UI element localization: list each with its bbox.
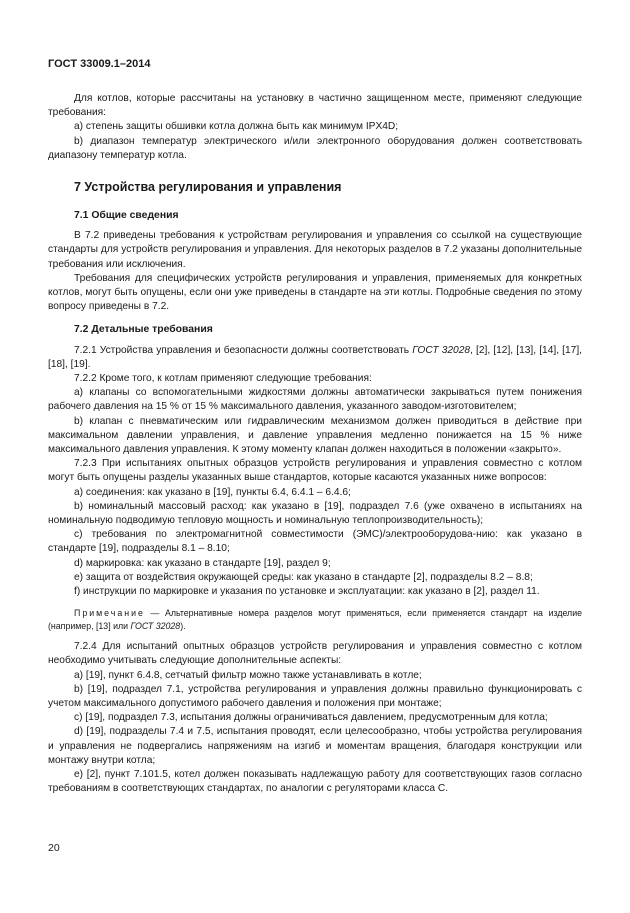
list-item: d) [19], подразделы 7.4 и 7.5, испытания проводят, если целесообразно, чтобы устройства регулирования и управления не подвергались напряжениям на изгиб и моментам вращения, благодаря конструкции или монтажу внутри котла; — [48, 726, 582, 766]
paragraph-text: , [2], [12], [13], [14], [17], [18], [19]. — [48, 344, 582, 370]
list-item: f) инструкции по маркировке и указания по установке и эксплуатации: как указано в [2], раздел 11. — [74, 586, 540, 598]
note-text: ). — [180, 620, 186, 631]
list-item: c) требования по электромагнитной совместимости (ЭМС)/электрооборудова-нию: как указано в стандарте [19], подразделы 8.1 – 8.10; — [48, 529, 582, 555]
standard-reference: ГОСТ 32028 — [412, 344, 471, 356]
list-item: a) степень защиты обшивки котла должна быть как минимум IPX4D; — [74, 121, 399, 133]
list-item: b) клапан с пневматическим или гидравлическим механизмом должен приводиться в действие при максимальном давлении управления, и давление управления медленно понижается на 15 % ниже максимального давления управления. К этому моменту клапан должен находиться в положении «закрыто». — [48, 415, 582, 456]
subsection-heading: 7.2 Детальные требования — [74, 324, 213, 336]
section-heading: 7 Устройства регулирования и управления — [74, 180, 342, 195]
paragraph-text: 7.2.1 Устройства управления и безопасности должны соответствовать — [74, 344, 413, 356]
paragraph: 7.2.4 Для испытаний опытных образцов устройств регулирования и управления совместно с котлом необходимо учитывать следующие дополнительные аспекты: — [48, 641, 582, 667]
paragraph: 7.2.2 Кроме того, к котлам применяют следующие требования: — [74, 373, 372, 385]
list-item: a) клапаны со вспомогательными жидкостями должны автоматически закрываться путем понижения рабочего давления на 15 % от 15 % максимального давления, указанного заводом-изготовителем; — [48, 387, 582, 413]
list-item: d) маркировка: как указано в стандарте [19], раздел 9; — [74, 557, 331, 569]
list-item: a) [19], пункт 6.4.8, сетчатый фильтр можно также устанавливать в котле; — [74, 669, 422, 681]
paragraph — [48, 344, 582, 372]
note-label: Примечание — [74, 608, 145, 619]
intro-paragraph: Для котлов, которые рассчитаны на установку в частично защищенном месте, применяют следующие требования: — [48, 93, 582, 119]
paragraph: Требования для специфических устройств регулирования и управления, применяемых для конкретных котлов, могут быть опущены, если они уже приведены в стандарте на эти котлы. Подробные сведения по этому вопросу приведены в 7.2. — [48, 272, 582, 313]
paragraph: 7.2.3 При испытаниях опытных образцов устройств регулирования и управления совместно с котлом могут быть опущены разделы указанных выше стандартов, которые касаются указанных ниже вопросов: — [48, 458, 582, 484]
subsection-heading: 7.1 Общие сведения — [74, 210, 179, 222]
paragraph: В 7.2 приведены требования к устройствам регулирования и управления со ссылкой на существующие стандарты для устройств регулирования и управления. Для некоторых разделов в 7.2 указаны дополнительные требования или исключения. — [48, 230, 582, 270]
page-number: 20 — [48, 842, 60, 854]
list-item: b) диапазон температур электрического и/или электронного оборудования должен соответствовать диапазону температур котла. — [48, 135, 582, 161]
list-item: e) защита от воздействия окружающей среды: как указано в стандарте [2], подразделы 8.2 – 8.8; — [74, 571, 533, 583]
document-header: ГОСТ 33009.1–2014 — [48, 58, 151, 70]
list-item: a) соединения: как указано в [19], пункты 6.4, 6.4.1 – 6.4.6; — [74, 486, 351, 498]
list-item: b) [19], подраздел 7.1, устройства регулирования и управления должны правильно функционировать с учетом максимального допустимого рабочего давления и положения при монтаже; — [48, 683, 582, 709]
note-text: — Альтернативные номера разделов могут применяться, если применяется стандарт на изделие (например, [13] или — [48, 608, 582, 631]
list-item: c) [19], подраздел 7.3, испытания должны ограничиваться давлением, предусмотренным для котла; — [74, 712, 548, 724]
standard-reference: ГОСТ 32028 — [130, 620, 181, 631]
note — [48, 607, 582, 632]
list-item: e) [2], пункт 7.101.5, котел должен показывать надлежащую работу для соответствующих газов согласно требованиям в соответствующих стандартах, по аналогии с регуляторами класса C. — [48, 768, 582, 795]
list-item: b) номинальный массовый расход: как указано в [19], подраздел 7.6 (уже охвачено в испытаниях на номинальную подводимую тепловую мощность и номинальную теплопроизводительность); — [48, 500, 582, 527]
page-body — [48, 92, 582, 796]
